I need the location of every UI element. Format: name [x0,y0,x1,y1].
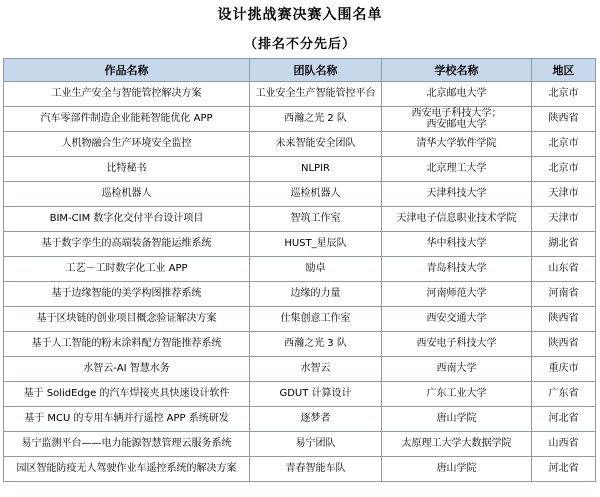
work-name-cell: 工艺－工时数字化工业 APP [4,257,250,282]
finalist-table [3,58,596,482]
region-cell: 河北省 [532,457,596,482]
work-name-cell: 基于边缘智能的美学构图推荐系统 [4,282,250,307]
region-cell: 天津市 [532,207,596,232]
school-name-cell [382,232,532,257]
work-name-cell: 基于人工智能的粉末涂料配方智能推荐系统 [4,332,250,357]
region-cell: 陕西省 [532,332,596,357]
work-name-cell: 比特秘书 [4,157,250,182]
team-name-cell: 西瀚之光 3 队 [250,332,382,357]
school-name-cell [382,407,532,432]
school-name-cell [382,457,532,482]
team-name-cell: HUST_星辰队 [250,232,382,257]
document-subtitle: （排名不分先后） [243,37,356,52]
school-name-cell [382,307,532,332]
school-name-line: 华中科技大学 [426,238,487,249]
table-row [4,282,596,307]
school-name-line: 西安电子科技大学 [416,338,497,349]
table-row [4,232,596,257]
school-name-cell [382,107,532,132]
region-cell: 广东省 [532,382,596,407]
table-row [4,407,596,432]
table-row [4,132,596,157]
school-name-line: 北京理工大学 [426,163,487,174]
document-title: 设计挑战赛决赛入围名单 [217,7,383,23]
school-name-line: 河南师范大学 [426,288,487,299]
school-name-cell [382,432,532,457]
team-name-cell: 工业安全生产智能管控平台 [250,82,382,107]
table-row [4,157,596,182]
school-name-line: 西安邮电大学 [426,119,487,130]
table-row [4,432,596,457]
school-name-line: 太原理工大学大数据学院 [401,438,512,449]
region-cell: 河南省 [532,282,596,307]
region-cell: 山西省 [532,432,596,457]
team-name-cell: 巡检机器人 [250,182,382,207]
work-name-cell: 基于 SolidEdge 的汽车焊接夹具快速设计软件 [4,382,250,407]
school-name-line: 清华大学软件学院 [416,138,497,149]
header-region: 地区 [532,59,596,82]
region-cell: 山东省 [532,257,596,282]
region-cell: 陕西省 [532,107,596,132]
work-name-cell: 园区智能防疫无人驾驶作业车遥控系统的解决方案 [4,457,250,482]
school-name-cell [382,132,532,157]
team-name-cell: 逐梦者 [250,407,382,432]
school-name-line: 天津科技大学 [426,188,487,199]
school-name-line: 天津电子信息职业技术学院 [396,213,517,224]
team-name-cell: 未来智能安全团队 [250,132,382,157]
school-name-line: 西南大学 [436,363,477,374]
team-name-cell: 青春智能车队 [250,457,382,482]
team-name-cell: 水智云 [250,357,382,382]
work-name-cell: 人机物融合生产环境安全监控 [4,132,250,157]
team-name-cell: 励卓 [250,257,382,282]
header-school-name: 学校名称 [382,59,532,82]
school-name-line: 唐山学院 [436,463,477,474]
work-name-cell: 基于区块链的创业项目概念验证解决方案 [4,307,250,332]
school-name-cell [382,82,532,107]
table-row [4,107,596,132]
team-name-cell: NLPIR [250,157,382,182]
school-name-cell [382,182,532,207]
table-row [4,457,596,482]
work-name-cell: BIM-CIM 数字化交付平台设计项目 [4,207,250,232]
region-cell: 北京市 [532,157,596,182]
table-row [4,382,596,407]
work-name-cell: 基于 MCU 的专用车辆并行遥控 APP 系统研发 [4,407,250,432]
school-name-line: 广东工业大学 [426,388,487,399]
school-name-cell [382,207,532,232]
work-name-cell: 基于数字孪生的高端装备智能运维系统 [4,232,250,257]
work-name-cell: 水智云-AI 智慧水务 [4,357,250,382]
table-row [4,307,596,332]
team-name-cell: 边缘的力量 [250,282,382,307]
school-name-line: 青岛科技大学 [426,263,487,274]
region-cell: 陕西省 [532,307,596,332]
school-name-cell [382,282,532,307]
work-name-cell: 工业生产安全与智能管控解决方案 [4,82,250,107]
table-header-row [4,59,596,82]
region-cell: 重庆市 [532,357,596,382]
table-row [4,332,596,357]
header-work-name: 作品名称 [4,59,250,82]
table-row [4,357,596,382]
team-name-cell: 仕集创意工作室 [250,307,382,332]
team-name-cell: 易宁团队 [250,432,382,457]
region-cell: 天津市 [532,182,596,207]
school-name-cell [382,157,532,182]
school-name-line: 西安电子科技大学； [411,108,502,119]
table-row [4,257,596,282]
school-name-line: 西安交通大学 [426,313,487,324]
team-name-cell: 智筑工作室 [250,207,382,232]
work-name-cell: 汽车零部件制造企业能耗智能优化 APP [4,107,250,132]
region-cell: 河北省 [532,407,596,432]
work-name-cell: 易宁监测平台——电力能源智慧管理云服务系统 [4,432,250,457]
school-name-cell [382,357,532,382]
school-name-cell [382,332,532,357]
table-row [4,182,596,207]
school-name-cell [382,257,532,282]
table-row [4,82,596,107]
school-name-line: 北京邮电大学 [426,88,487,99]
header-team-name: 团队名称 [250,59,382,82]
region-cell: 北京市 [532,82,596,107]
school-name-cell [382,382,532,407]
region-cell: 湖北省 [532,232,596,257]
region-cell: 北京市 [532,132,596,157]
work-name-cell: 巡检机器人 [4,182,250,207]
school-name-line: 唐山学院 [436,413,477,424]
team-name-cell: GDUT 计算设计 [250,382,382,407]
team-name-cell: 西瀚之光 2 队 [250,107,382,132]
table-row [4,207,596,232]
